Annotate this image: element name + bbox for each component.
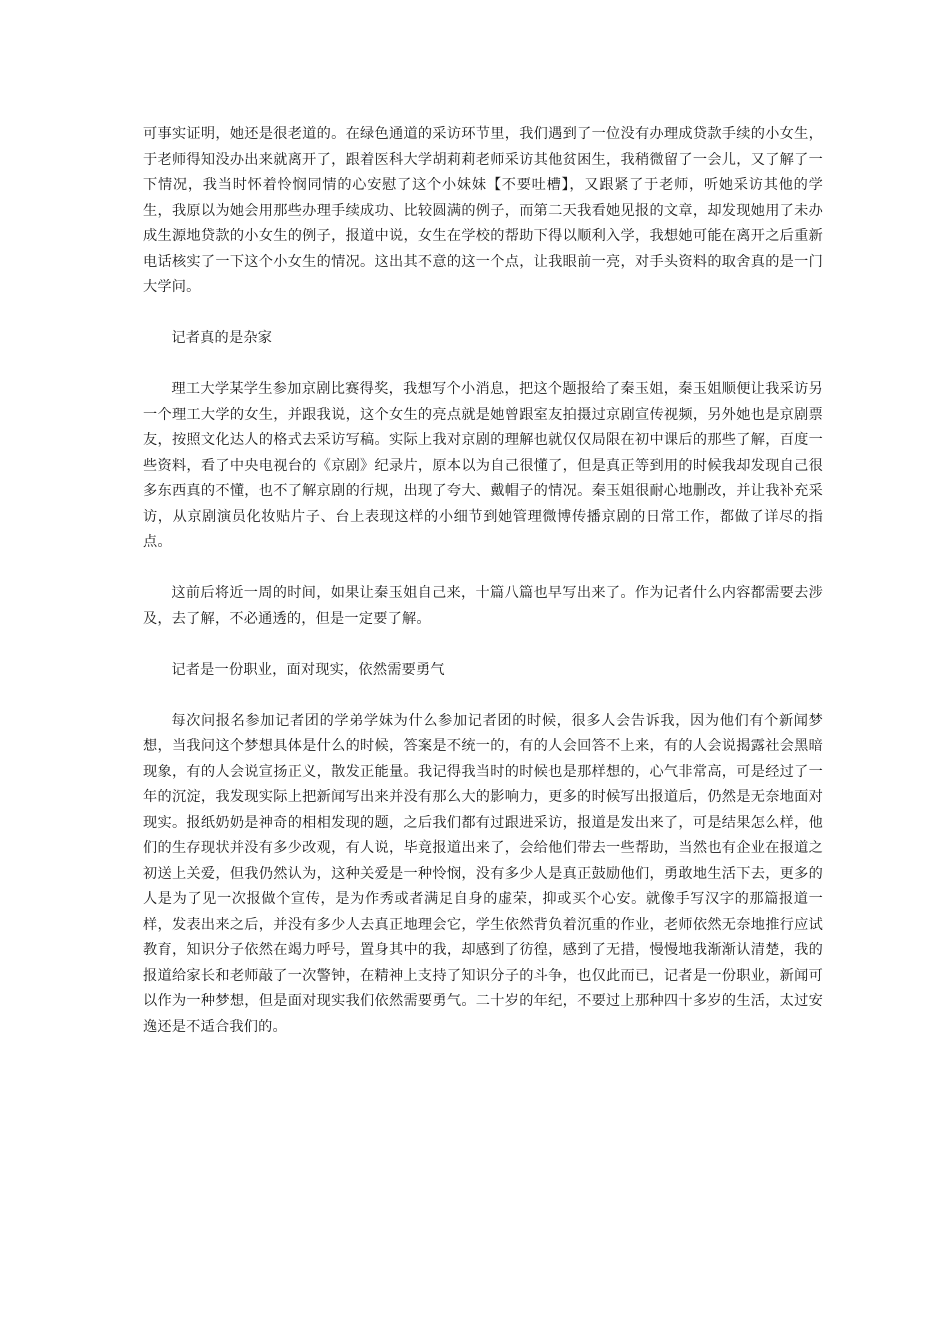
paragraph-one-week: 这前后将近一周的时间，如果让秦玉姐自己来，十篇八篇也早写出来了。作为记者什么内容都需要去涉及，去了解，不必通透的，但是一定要了解。 (143, 585, 823, 627)
paragraph-peking-opera: 理工大学某学生参加京剧比赛得奖，我想写个小消息，把这个题报给了秦玉姐，秦玉姐顺便让我采访另一个理工大学的女生，并跟我说，这个女生的亮点就是她曾跟室友拍摄过京剧宣传视频，另外她也是京剧票友，按照文化达人的格式去采访写稿。实际上我对京剧的理解也就仅仅局限在初中课后的那些了解，百度一些资料，看了中央电视台的《京剧》纪录片，原本以为自己很懂了，但是真正等到用的时候我却发现自己很多东西真的不懂，也不了解京剧的行规，出现了夸大、戴帽子的情况。秦玉姐很耐心地删改，并让我补充采访，从京剧演员化妆贴片子、台上表现这样的小细节到她管理微博传播京剧的日常工作，都做了详尽的指点。 (143, 381, 823, 550)
section-heading-courage: 记者是一份职业，面对现实，依然需要勇气 (171, 661, 445, 678)
paragraph-opening: 可事实证明，她还是很老道的。在绿色通道的采访环节里，我们遇到了一位没有办理成贷款手续的小女生，于老师得知没办出来就离开了，跟着医科大学胡莉莉老师采访其他贫困生，我稍微留了一会儿，又了解了一下情况，我当时怀着怜悯同情的心安慰了这个小妹妹【不要吐槽】，又跟紧了于老师，听她采访其他的学生，我原以为她会用那些办理手续成功、比较圆满的例子，而第二天我看她见报的文章，却发现她用了未办成生源地贷款的小女生的例子，报道中说，女生在学校的帮助下得以顺利入学，我想她可能在离开之后重新电话核实了一下这个小女生的情况。这出其不意的这一个点，让我眼前一亮，对手头资料的取舍真的是一门大学问。 (143, 126, 823, 295)
section-heading-all-rounder: 记者真的是杂家 (171, 330, 273, 346)
document-body (143, 122, 823, 1066)
paragraph-news-dream: 每次问报名参加记者团的学弟学妹为什么参加记者团的时候，很多人会告诉我，因为他们有个新闻梦想，当我问这个梦想具体是什么的时候，答案是不统一的，有的人会回答不上来，有的人会说揭露社会黑暗现象，有的人会说宣扬正义，散发正能量。我记得我当时的时候也是那样想的，心气非常高，可是经过了一年的沉淀，我发现实际上把新闻写出来并没有那么大的影响力，更多的时候写出报道后，仍然是无奈地面对现实。报纸奶奶是神奇的相相发现的题，之后我们都有过跟进采访，报道是发出来了，可是结果怎么样，他们的生存现状并没有多少改观，有人说，毕竟报道出来了，会给他们带去一些帮助，当然也有企业在报道之初送上关爱，但我仍然认为，这种关爱是一种怜悯，没有多少人是真正鼓励他们，勇敢地生活下去，更多的人是为了见一次报做个宣传，是为作秀或者满足自身的虚荣，抑或买个心安。就像手写汉字的那篇报道一样，发表出来之后，并没有多少人去真正地理会它，学生依然背负着沉重的作业，老师依然无奈地推行应试教育，知识分子依然在竭力呼号，置身其中的我，却感到了彷徨，感到了无措，慢慢地我渐渐认清楚，我的报道给家长和老师敲了一次警钟，在精神上支持了知识分子的斗争，也仅此而已，记者是一份职业，新闻可以作为一种梦想，但是面对现实我们依然需要勇气。二十岁的年纪，不要过上那种四十多岁的生活，太过安逸还是不适合我们的。 (143, 712, 823, 1035)
